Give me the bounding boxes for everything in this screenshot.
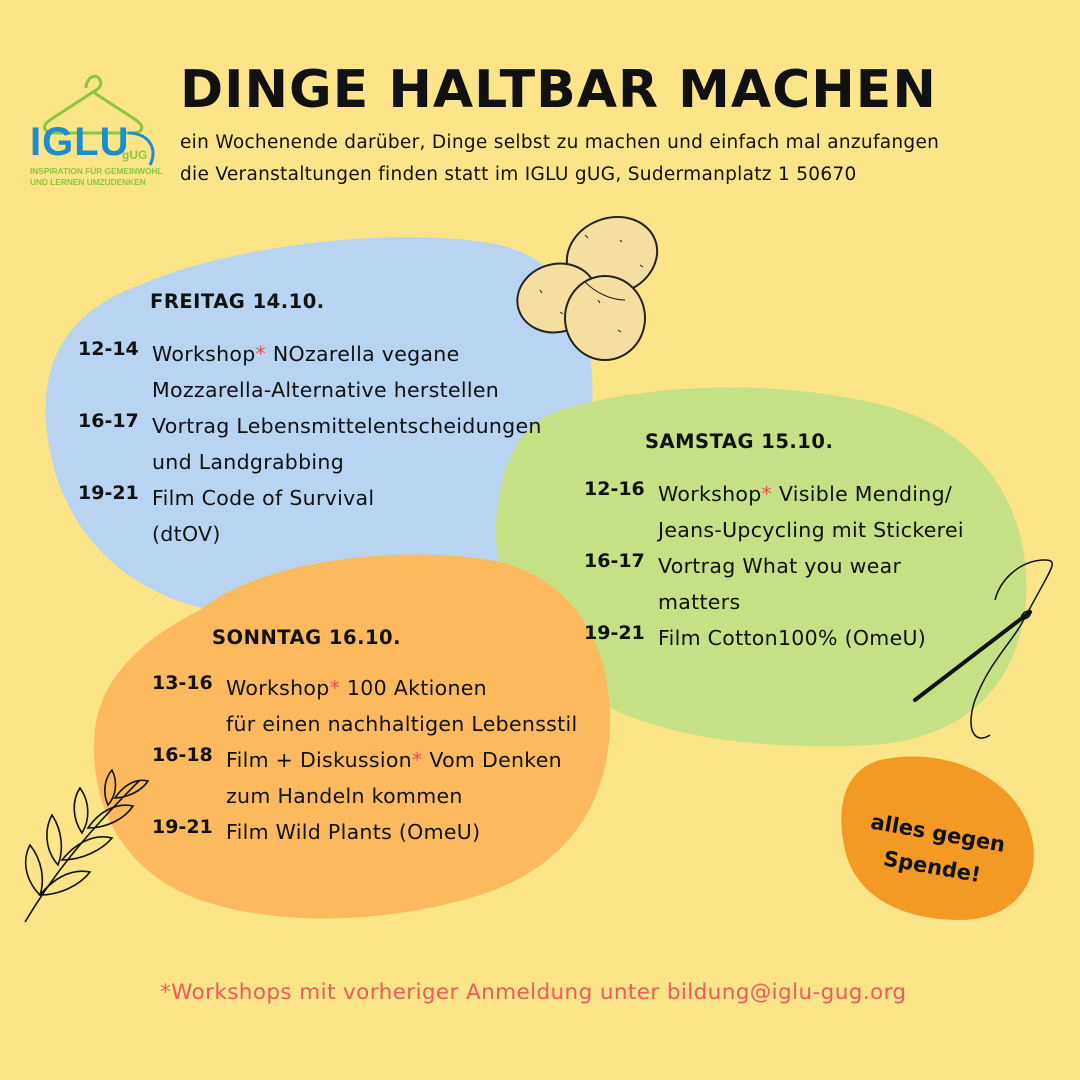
friday-schedule xyxy=(78,336,542,552)
event-item xyxy=(152,742,578,814)
logo-tagline-2: UND LERNEN UMZUDENKEN xyxy=(30,177,146,187)
event-time: 16-18 xyxy=(152,744,213,766)
event-title: Film + Diskussion xyxy=(226,748,412,772)
event-title: Vortrag Lebensmittelentscheidungen xyxy=(152,414,542,438)
event-title-rest: NOzarella vegane xyxy=(266,342,460,366)
event-title-rest: Visible Mending/ xyxy=(772,482,953,506)
event-item xyxy=(152,670,578,742)
event-item xyxy=(78,408,542,480)
event-title-line-2: (dtOV) xyxy=(152,522,221,546)
event-item xyxy=(584,548,964,620)
friday-heading: FREITAG 14.10. xyxy=(150,290,325,313)
event-time: 19-21 xyxy=(584,622,645,644)
event-title-rest: Vom Denken xyxy=(422,748,562,772)
registration-note: *Workshops mit vorheriger Anmeldung unter bildung@iglu-gug.org xyxy=(160,980,907,1005)
subtitle-line-2: die Veranstaltungen finden statt im IGLU gUG, Sudermanplatz 1 50670 xyxy=(180,164,857,185)
event-time: 19-21 xyxy=(152,816,213,838)
event-item xyxy=(584,476,964,548)
registration-star: * xyxy=(761,482,773,506)
logo-brand: IGLU xyxy=(30,120,130,164)
page-title: DINGE HALTBAR MACHEN xyxy=(180,60,937,120)
event-time: 16-17 xyxy=(78,410,139,432)
event-title: Vortrag What you wear xyxy=(658,554,902,578)
event-item xyxy=(78,336,542,408)
event-title: Film Cotton100% (OmeU) xyxy=(658,626,927,650)
registration-star: * xyxy=(329,676,341,700)
registration-star: * xyxy=(411,748,423,772)
event-title-line-2: für einen nachhaltigen Lebensstil xyxy=(226,712,578,736)
registration-star: * xyxy=(255,342,267,366)
logo-suffix: gUG xyxy=(122,148,148,162)
event-title: Film Wild Plants (OmeU) xyxy=(226,820,481,844)
event-title-rest: 100 Aktionen xyxy=(340,676,487,700)
event-item xyxy=(152,814,578,850)
sunday-schedule xyxy=(152,670,578,850)
donation-line-2: Spende! xyxy=(881,846,983,888)
event-title: Workshop xyxy=(152,342,256,366)
event-time: 13-16 xyxy=(152,672,213,694)
event-time: 19-21 xyxy=(78,482,139,504)
event-time: 12-14 xyxy=(78,338,139,360)
event-time: 16-17 xyxy=(584,550,645,572)
saturday-heading: SAMSTAG 15.10. xyxy=(645,430,834,453)
event-title: Workshop xyxy=(226,676,330,700)
saturday-schedule xyxy=(584,476,964,656)
event-title-line-2: und Landgrabbing xyxy=(152,450,345,474)
event-title: Workshop xyxy=(658,482,762,506)
sunday-heading: SONNTAG 16.10. xyxy=(212,626,402,649)
event-title-line-2: matters xyxy=(658,590,741,614)
event-title-line-2: Jeans-Upcycling mit Stickerei xyxy=(658,518,964,542)
logo-tagline-1: INSPIRATION FÜR GEMEINWOHL xyxy=(30,166,163,176)
event-title-line-2: Mozzarella-Alternative herstellen xyxy=(152,378,500,402)
event-item xyxy=(78,480,542,552)
donation-line-1: alles gegen xyxy=(868,809,1008,857)
event-item xyxy=(584,620,964,656)
event-time: 12-16 xyxy=(584,478,645,500)
event-title-line-2: zum Handeln kommen xyxy=(226,784,463,808)
subtitle-line-1: ein Wochenende darüber, Dinge selbst zu machen und einfach mal anzufangen xyxy=(180,132,940,153)
event-title: Film Code of Survival xyxy=(152,486,375,510)
